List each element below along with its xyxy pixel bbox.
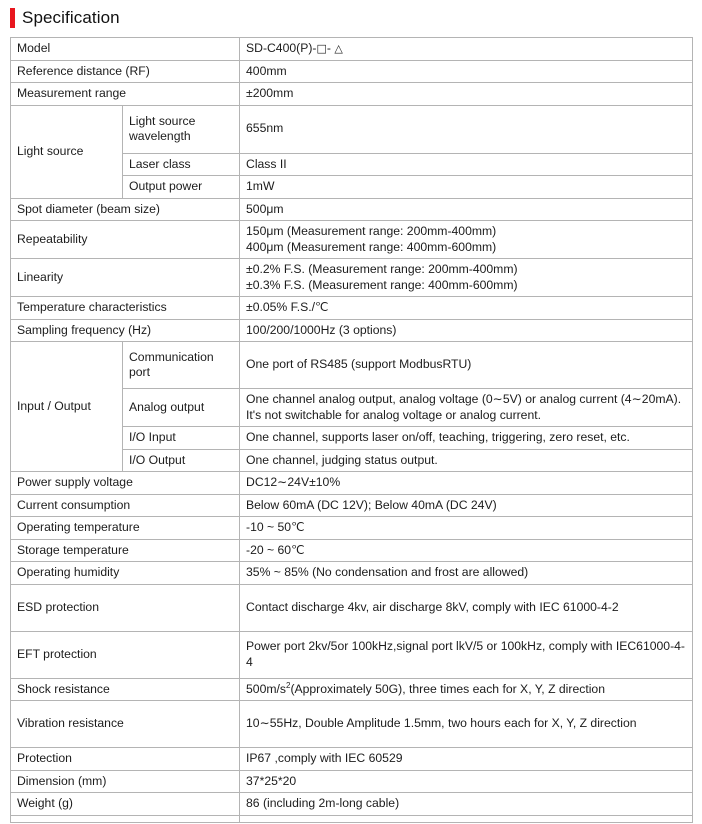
row-value (240, 259, 693, 297)
table-row (11, 198, 693, 221)
row-value: Below 60mA (DC 12V); Below 40mA (DC 24V) (240, 494, 693, 517)
table-row (11, 770, 693, 793)
row-value: 500μm (240, 198, 693, 221)
row-label: Spot diameter (beam size) (11, 198, 240, 221)
row-value: One channel, judging status output. (240, 449, 693, 472)
row-label: Temperature characteristics (11, 297, 240, 320)
row-group-label: Light source (11, 105, 123, 198)
table-row (11, 60, 693, 83)
row-label: Reference distance (RF) (11, 60, 240, 83)
row-label: ESD protection (11, 584, 240, 631)
row-label: Current consumption (11, 494, 240, 517)
table-row (11, 221, 693, 259)
row-value-line: 150μm (Measurement range: 200mm-400mm) (246, 224, 497, 238)
row-value (240, 221, 693, 259)
table-row (11, 631, 693, 678)
row-label: Vibration resistance (11, 701, 240, 748)
row-label: Linearity (11, 259, 240, 297)
row-value-line: ±0.2% F.S. (Measurement range: 200mm-400mm) (246, 262, 518, 276)
row-sub-label: I/O Input (123, 427, 240, 450)
row-value: ±0.05% F.S./℃ (240, 297, 693, 320)
row-value-pre: 500m/s (246, 681, 286, 696)
row-sub-label: I/O Output (123, 449, 240, 472)
table-row (11, 38, 693, 61)
specification-table (10, 37, 693, 823)
row-value: -20 ~ 60℃ (240, 539, 693, 562)
row-value: 35% ~ 85% (No condensation and frost are allowed) (240, 562, 693, 585)
table-row (11, 83, 693, 106)
row-label: Storage temperature (11, 539, 240, 562)
row-sub-label: Output power (123, 176, 240, 199)
row-value: 100/200/1000Hz (3 options) (240, 319, 693, 342)
row-value: DC12∼24V±10% (240, 472, 693, 495)
row-label: Weight (g) (11, 793, 240, 816)
accent-bar (10, 8, 15, 28)
row-value: 400mm (240, 60, 693, 83)
row-value: One channel analog output, analog voltage (0∼5V) or analog current (4∼20mA). It's not switchable for analog voltage or analog current. (240, 389, 693, 427)
table-row (11, 472, 693, 495)
row-label: Power supply voltage (11, 472, 240, 495)
row-sub-label: Laser class (123, 153, 240, 176)
row-label: Repeatability (11, 221, 240, 259)
table-row (11, 815, 693, 822)
row-value: IP67 ,comply with IEC 60529 (240, 748, 693, 771)
row-value: -10 ~ 50℃ (240, 517, 693, 540)
row-value: 655nm (240, 105, 693, 153)
row-value: One channel, supports laser on/off, teaching, triggering, zero reset, etc. (240, 427, 693, 450)
table-row (11, 494, 693, 517)
row-sub-label: Analog output (123, 389, 240, 427)
row-label: Operating temperature (11, 517, 240, 540)
row-label (11, 815, 240, 822)
row-value: 37*25*20 (240, 770, 693, 793)
table-row (11, 342, 693, 389)
table-row (11, 793, 693, 816)
row-value (240, 678, 693, 701)
table-row (11, 259, 693, 297)
row-label: Operating humidity (11, 562, 240, 585)
table-row (11, 701, 693, 748)
table-row (11, 748, 693, 771)
row-group-label: Input / Output (11, 342, 123, 472)
row-label: Shock resistance (11, 678, 240, 701)
table-row (11, 562, 693, 585)
row-label: Dimension (mm) (11, 770, 240, 793)
row-sub-label: Communication port (123, 342, 240, 389)
page-title-text: Specification (22, 8, 120, 27)
row-value-superscript: 2 (285, 680, 291, 690)
table-row (11, 539, 693, 562)
row-value: Power port 2kv/5or 100kHz,signal port lkV/5 or 100kHz, comply with IEC61000-4-4 (240, 631, 693, 678)
row-value-line: ±0.3% F.S. (Measurement range: 400mm-600mm) (246, 277, 518, 292)
row-value: ±200mm (240, 83, 693, 106)
table-row (11, 297, 693, 320)
row-value: 10∼55Hz, Double Amplitude 1.5mm, two hours each for X, Y, Z direction (240, 701, 693, 748)
table-row (11, 319, 693, 342)
row-label: Measurement range (11, 83, 240, 106)
table-row (11, 517, 693, 540)
page-title (10, 6, 702, 30)
row-value-line: 400μm (Measurement range: 400mm-600mm) (246, 239, 497, 254)
row-value: Contact discharge 4kv, air discharge 8kV, comply with IEC 61000-4-2 (240, 584, 693, 631)
row-value: Class II (240, 153, 693, 176)
row-value-post: (Approximately 50G), three times each for X, Y, Z direction (290, 681, 605, 696)
row-value: 1mW (240, 176, 693, 199)
row-sub-label: Light source wavelength (123, 105, 240, 153)
row-value: 86 (including 2m-long cable) (240, 793, 693, 816)
row-label: EFT protection (11, 631, 240, 678)
table-row (11, 584, 693, 631)
row-label: Model (11, 38, 240, 61)
square-glyph-icon: □ (316, 42, 327, 55)
triangle-glyph-icon: △ (334, 42, 343, 55)
row-value: SD-C400(P)-□- △ (240, 38, 693, 61)
table-row (11, 105, 693, 153)
row-value: One port of RS485 (support ModbusRTU) (240, 342, 693, 389)
row-label: Sampling frequency (Hz) (11, 319, 240, 342)
row-label: Protection (11, 748, 240, 771)
table-row (11, 678, 693, 701)
row-value (240, 815, 693, 822)
